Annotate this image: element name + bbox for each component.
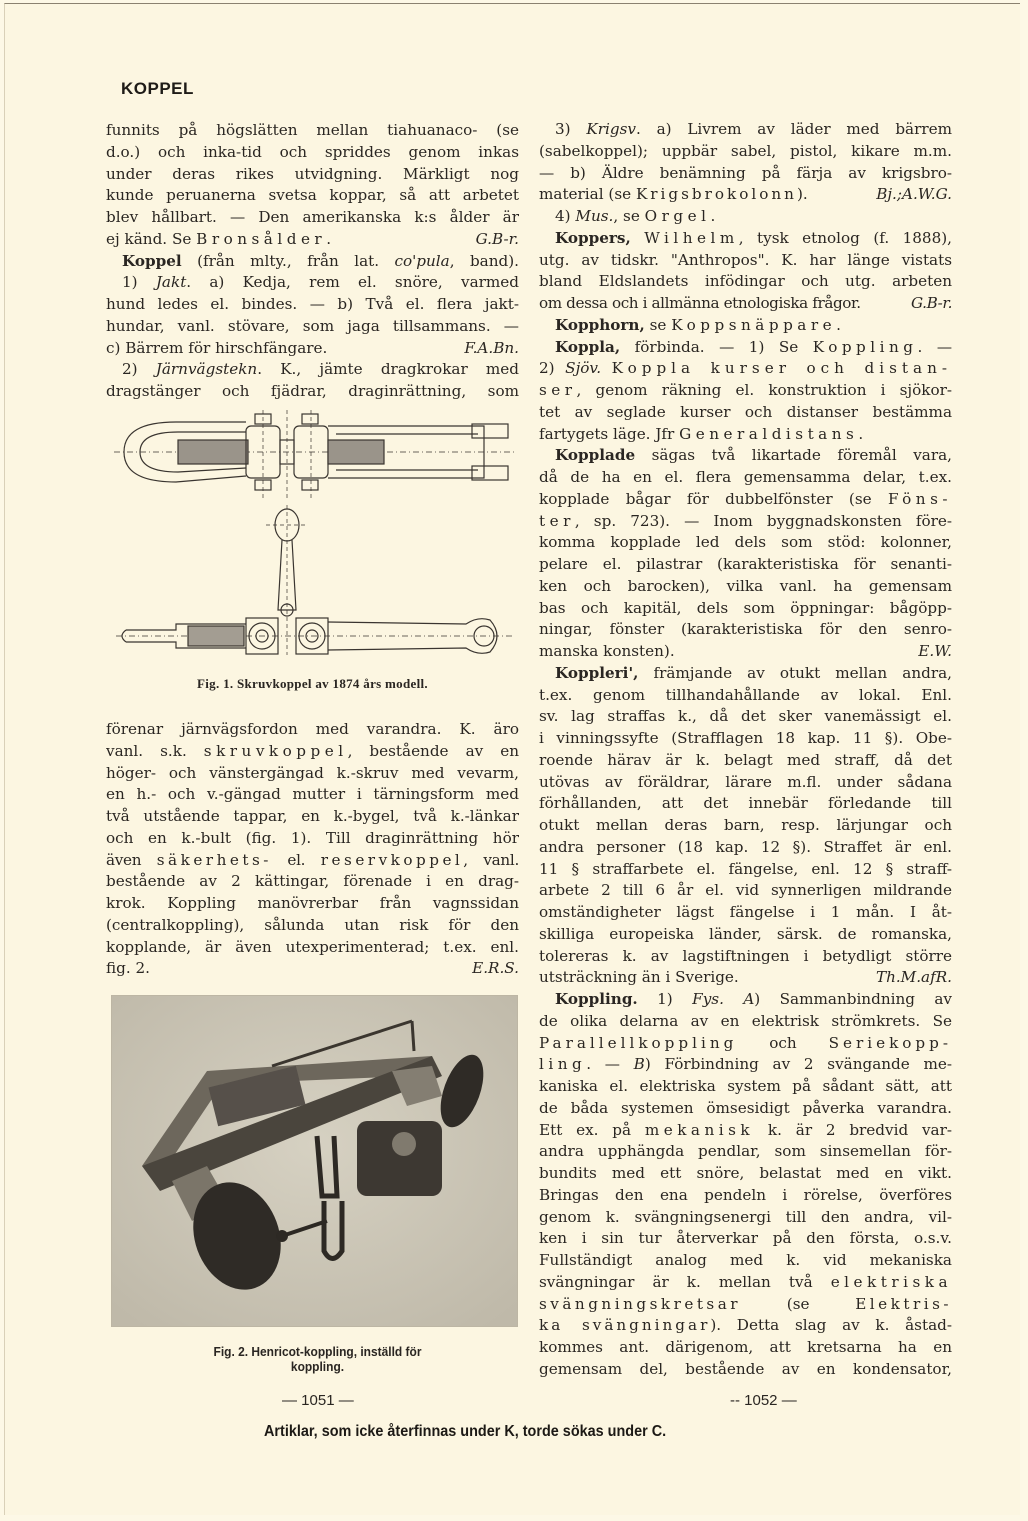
text-line: 2) Sjöv. Koppla kurser och distan- <box>539 359 952 378</box>
text-line: ken och barocken), vilka vanl. ha gemensam <box>539 576 952 595</box>
headword: Koppel <box>122 251 182 270</box>
text-line: även säkerhets- el. reservkoppel, vanl. <box>106 850 519 869</box>
text-line: utsträckning än i Sverige. Th.M.afR. <box>539 967 952 989</box>
entry-koppling: Koppling. 1) Fys. A) Sammanbindning av <box>555 990 952 1008</box>
text-line: svängningar är k. mellan två elektriska <box>539 1272 952 1291</box>
text-line: material (se Krigsbrokolonn). Bj.;A.W.G. <box>539 184 952 206</box>
subject-label: Sjöv. <box>565 359 602 378</box>
left-column <box>106 120 519 403</box>
text-line: roende härav är k. belagt med straff, då det <box>539 750 952 769</box>
fig2-henricot-coupling-photo <box>111 995 518 1327</box>
text-line: under deras rikes utvidgning. Märkligt nog <box>106 164 519 183</box>
cross-reference: Föns- <box>887 489 952 508</box>
text-line: kommes ant. därigenom, att kretsarna ha en <box>539 1338 952 1356</box>
text-line: Ett ex. på mekanisk k. är 2 bredvid var- <box>539 1120 952 1139</box>
left-column-continued <box>106 719 519 980</box>
text-line: 4) Mus., se Orgel. <box>555 207 716 225</box>
subject-label: Fys. <box>692 990 724 1008</box>
headword: Koppling. <box>555 990 638 1008</box>
author-signature: Th.M.afR. <box>875 968 952 987</box>
text-line: — b) Äldre benämning på färja av krigsbro- <box>539 163 952 182</box>
text-line: otukt mellan deras barn, resp. lärjungar och <box>539 816 952 834</box>
text-line: 1) Jakt. a) Kedja, rem el. snöre, varmed <box>122 273 519 292</box>
cross-reference: ka svängningar <box>539 1316 711 1335</box>
right-column <box>539 119 952 1381</box>
author-signature: Bj.;A.W.G. <box>876 185 952 204</box>
text-line: vanl. s.k. skruvkoppel, bestående av en <box>106 741 519 760</box>
text-line: de båda systemen ömsesidigt påverka varandra. <box>539 1098 952 1117</box>
cross-reference: Koppling <box>812 337 918 356</box>
text-line: ningar, fönster (karakteristiska för den senro- <box>539 620 952 639</box>
text-line: utg. av tidskr. "Anthropos". K. har länge vistats <box>539 250 952 269</box>
fig1-caption: Fig. 1. Skruvkoppel av 1874 års modell. <box>197 676 428 691</box>
text-line: bas och kapitäl, dels som öppningar: bågöpp- <box>539 598 952 617</box>
text-line: genom k. svängningsenergi till den andra, vil- <box>539 1207 952 1226</box>
text-line: fig. 2. E.R.S. <box>106 958 519 980</box>
text-line: två utstående tappar, en k.-bygel, två k.-länkar <box>106 807 519 825</box>
page-number-left: — 1051 — <box>282 1392 354 1409</box>
emphasized-term: svängningskretsar <box>539 1294 742 1313</box>
page-number-right: -- 1052 — <box>730 1392 797 1409</box>
text-line: bland Eldslandets infödingar och utg. arbeten <box>539 272 952 291</box>
text-line: hundar, vanl. stövare, som jaga tillsammans. — <box>106 316 519 335</box>
text-line: kopplande, är även utexperimenterad; t.ex. enl. <box>106 937 519 956</box>
author-signature: G.B-r. <box>910 294 952 312</box>
text-line: kopplade bågar för dubbelfönster (se Föns- <box>539 489 952 508</box>
text-line: andra personer (18 kap. 12 §). Straffet är enl. <box>539 837 952 856</box>
text-line: och en k.-bult (fig. 1). Till draginrättning hör <box>106 828 519 847</box>
text-line: manska konsten). E.W. <box>539 641 952 663</box>
running-head: KOPPEL <box>121 79 194 98</box>
text-line: Parallellkoppling och Seriekopp- <box>539 1033 952 1052</box>
text-line: svängningskretsar (se Elektris- <box>539 1294 952 1313</box>
emphasized-term: skruvkoppel <box>203 741 348 760</box>
text-line: Bringas den ena pendeln i rörelse, överföres <box>539 1185 952 1204</box>
text-line: Fullständigt analog med k. vid mekaniska <box>539 1251 952 1269</box>
subject-label: Järnvägstekn <box>155 360 258 379</box>
text-line: andra upphängda pendlar, som sinsemellan för- <box>539 1142 952 1161</box>
text-line: 2) Järnvägstekn. K., jämte dragkrokar med <box>122 360 519 379</box>
text-line: hund ledes el. bindes. — b) Två el. flera jakt- <box>106 295 519 313</box>
subject-label: Krigsv <box>586 120 636 138</box>
text-line: höger- och vänstergängad k.-skruv med vevarm, <box>106 763 519 782</box>
text-line: arbete 2 till 6 år el. vid synnerligen mildrande <box>539 881 952 900</box>
text-line: t.ex. genom tillhandahållande av lokal. Enl. <box>539 685 952 704</box>
text-line: en h.- och v.-gängad mutter i tärningsform med <box>106 785 519 804</box>
emphasized-term: mekanisk <box>644 1120 755 1139</box>
author-signature: G.B-r. <box>475 229 519 248</box>
cross-reference: Krigsbrokolonn <box>635 185 797 204</box>
text-line: omständigheter lägst fängelse i 1 mån. I åt- <box>539 903 952 921</box>
text-line: 3) Krigsv. a) Livrem av läder med bärrem <box>555 120 952 138</box>
text-line: om dessa och i allmänna etnologiska frågor. G.B-r. <box>539 293 952 315</box>
entry-koppleri: Koppleri', främjande av otukt mellan andra, <box>555 663 952 682</box>
author-signature: F.A.Bn. <box>464 338 519 357</box>
cross-reference: Generaldistans <box>679 424 859 443</box>
text-line: skilliga europeiska länder, särsk. de romanska, <box>539 924 952 943</box>
text-line: då de ha en el. flera gemensamma delar, t.ex. <box>539 468 952 486</box>
text-line: ter, sp. 723). — Inom byggnadskonsten före- <box>539 511 952 530</box>
text-line: utövas av föräldrar, lärare m.fl. under sådana <box>539 772 952 791</box>
headword: Kopphorn, <box>555 315 645 334</box>
text-line: bundits med ett snöre, belastat med en vikt. <box>539 1164 952 1182</box>
text-line: 11 § straffarbete el. fängelse, enl. 12 § straff- <box>539 859 952 878</box>
entry-kopphorn: Kopphorn, se Koppsnäppare. <box>555 315 841 334</box>
fig1-screw-coupling-drawing <box>106 410 519 660</box>
text-line: ka svängningar). Detta slag av k. åstad- <box>539 1316 952 1335</box>
text-line: ken i sin tur återverkar på den första, o.s.v. <box>539 1229 952 1248</box>
text-line: bestående av 2 kättingar, förenade i en drag- <box>106 872 519 891</box>
text-line: sv. lag straffas k., då det sker vanemässigt el. <box>539 707 952 726</box>
text-line: kaniska el. elektriska system på sådant sätt, att <box>539 1077 952 1095</box>
entry-koppers: Koppers, Wilhelm, tysk etnolog (f. 1888), <box>555 228 952 247</box>
cross-reference: Seriekopp- <box>828 1033 952 1052</box>
fig2-caption: Fig. 2. Henricot-koppling, inställd för koppling. <box>213 1344 422 1374</box>
text-line: (centralkoppling), sålunda utan risk för den <box>106 915 519 934</box>
entry-kopplade: Kopplade sägas två likartade föremål vara, <box>555 446 952 465</box>
text-line: ej känd. Se Bronsålder. G.B-r. <box>106 229 519 251</box>
coupling-photo-illustration <box>112 996 517 1326</box>
text-line: förenar järnvägsfordon med varandra. K. äro <box>106 720 519 738</box>
text-line: dragstänger och fjädrar, draginrättning, som <box>106 382 519 400</box>
cross-reference: Parallellkoppling <box>539 1033 738 1052</box>
text-line: (sabelkoppel); uppbär sabel, pistol, kikare m.m. <box>539 141 952 160</box>
emphasized-term: elektriska <box>830 1272 952 1291</box>
subject-label: Mus. <box>575 207 614 225</box>
text-line: tet av seglade kurser och distanser bestämma <box>539 402 952 421</box>
text-line: förhållanden, att det innebär förledande till <box>539 794 952 813</box>
text-line: gemensam del, bestående av en kondensator, <box>539 1359 952 1378</box>
text-line: de olika delarna av en elektrisk strömkrets. Se <box>539 1011 952 1030</box>
headword: Kopplade <box>555 446 636 465</box>
text-line: pelare el. pilastrar (karakteristiska för senanti- <box>539 555 952 573</box>
footer-note: Artiklar, som icke återfinnas under K, torde sökas under C. <box>264 1423 667 1440</box>
cross-reference: Orgel <box>644 207 711 225</box>
text-line: blev hållbart. — Den amerikanska k:s ålder är <box>106 208 519 226</box>
text-line: komma kopplade led dels som stöd: kolonner, <box>539 533 952 552</box>
emphasized-term: reservkoppel <box>320 850 464 869</box>
text-line: krok. Koppling manövrerbar från vagnssidan <box>106 894 519 912</box>
emphasized-term: säkerhets- <box>156 850 272 869</box>
cross-reference: Bronsålder <box>196 229 327 248</box>
text-line: fartygets läge. Jfr Generaldistans. <box>539 424 864 443</box>
text-line: ser, genom räkning el. konstruktion i sjökor- <box>539 381 952 399</box>
text-line: c) Bärrem för hirschfängare. F.A.Bn. <box>106 338 519 360</box>
cross-reference: Koppsnäppare <box>671 315 837 334</box>
text-line: i vinningssyfte (Strafflagen 18 kap. 11 §). Obe- <box>539 729 952 747</box>
headword: Koppla, <box>555 337 621 356</box>
text-line: tolereras k. av lagstiftningen i betydligt större <box>539 946 952 965</box>
headword: Koppers, <box>555 228 631 247</box>
entry-koppla: Koppla, förbinda. — 1) Se Koppling. — <box>555 337 952 356</box>
headword: Koppleri', <box>555 663 639 682</box>
text-line: kunde peruanerna svetsa koppar, så att arbetet <box>106 186 519 205</box>
author-signature: E.R.S. <box>472 959 519 978</box>
text-line: d.o.) och inka-tid och spriddes genom inkas <box>106 142 519 161</box>
text-line: funnits på högslätten mellan tiahuanaco- (se <box>106 121 519 139</box>
entry-koppel: Koppel (från mlty., från lat. co'pula, band). <box>122 251 519 270</box>
text-line: ling. — B) Förbindning av 2 svängande me- <box>539 1055 952 1074</box>
cross-reference: Elektris- <box>855 1294 952 1313</box>
subject-label: Jakt <box>155 273 187 292</box>
author-signature: E.W. <box>918 642 952 660</box>
